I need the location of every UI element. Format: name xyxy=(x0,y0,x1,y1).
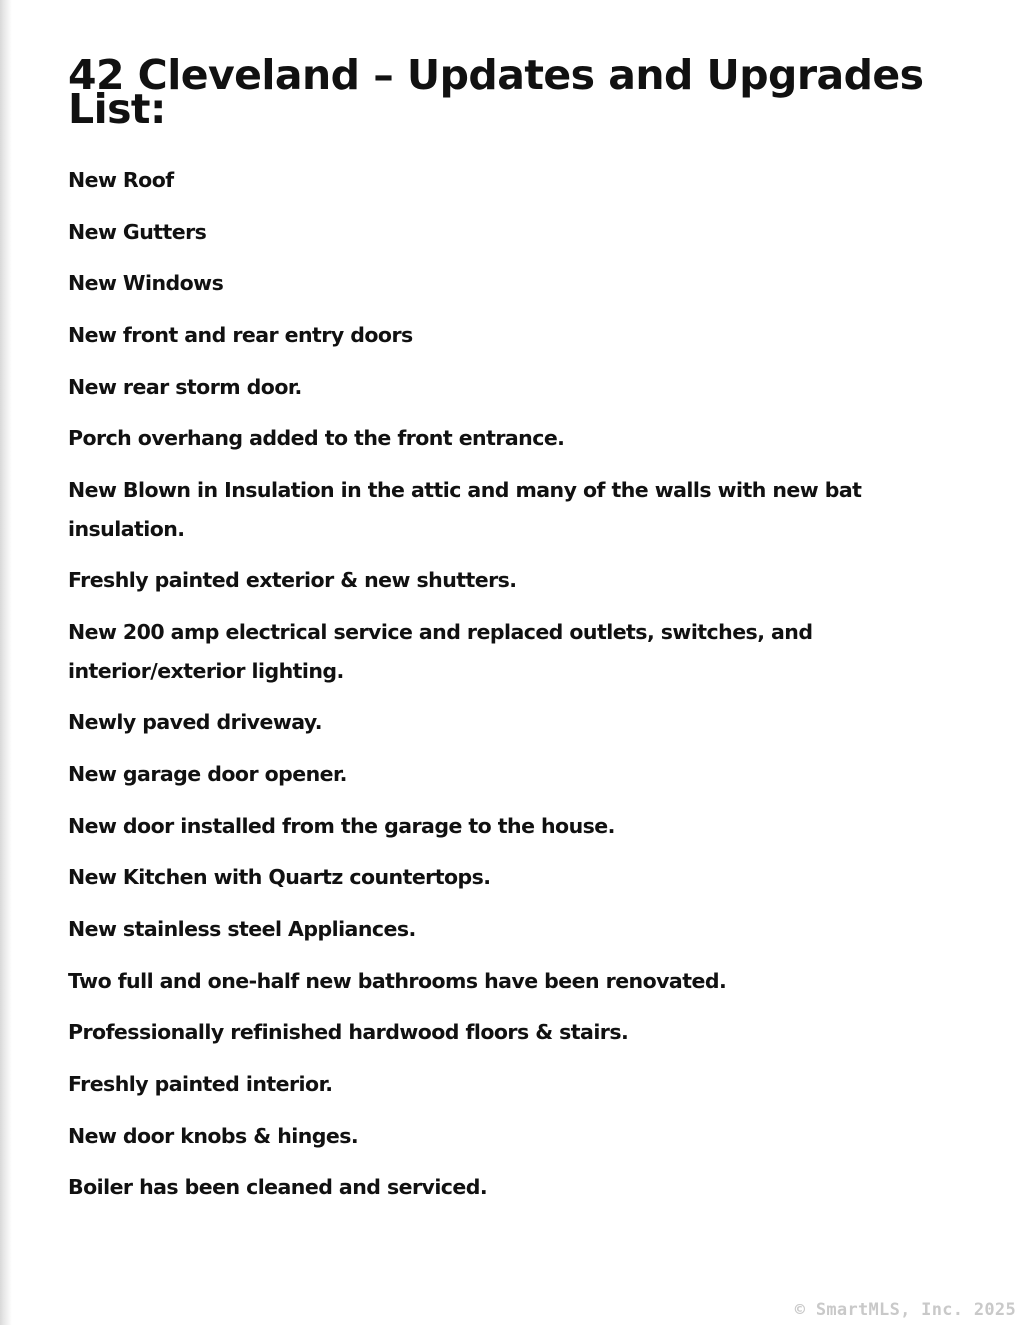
list-item: New front and rear entry doors xyxy=(68,323,413,348)
list-item: New Kitchen with Quartz countertops. xyxy=(68,865,491,890)
page-edge-shadow xyxy=(0,0,12,1325)
list-item: New Windows xyxy=(68,271,224,296)
document-title: 42 Cleveland – Updates and Upgrades List: xyxy=(68,51,924,133)
list-item: Newly paved driveway. xyxy=(68,710,323,735)
list-item: Two full and one-half new bathrooms have been renovated. xyxy=(68,968,727,993)
list-item: New Gutters xyxy=(68,219,207,244)
list-item: Boiler has been cleaned and serviced. xyxy=(68,1175,488,1200)
copyright-watermark: © SmartMLS, Inc. 2025 xyxy=(794,1300,1016,1320)
list-item: New stainless steel Appliances. xyxy=(68,916,416,941)
list-item: New garage door opener. xyxy=(68,761,347,786)
list-item: Freshly painted exterior & new shutters. xyxy=(68,568,517,593)
updates-list xyxy=(68,161,948,1220)
list-item: New rear storm door. xyxy=(68,374,302,399)
list-item: Professionally refinished hardwood floors & stairs. xyxy=(68,1020,629,1045)
list-item: New Blown in Insulation in the attic and many of the walls with new bat insulation. xyxy=(68,478,862,541)
list-item: New Roof xyxy=(68,168,174,192)
document-content xyxy=(68,51,948,1200)
list-item: New door installed from the garage to the house. xyxy=(68,813,615,838)
list-item: New door knobs & hinges. xyxy=(68,1123,359,1148)
list-item: Freshly painted interior. xyxy=(68,1072,333,1096)
list-item: New 200 amp electrical service and replaced outlets, switches, and interior/exterior lighting. xyxy=(68,620,813,683)
list-item: Porch overhang added to the front entrance. xyxy=(68,426,565,451)
